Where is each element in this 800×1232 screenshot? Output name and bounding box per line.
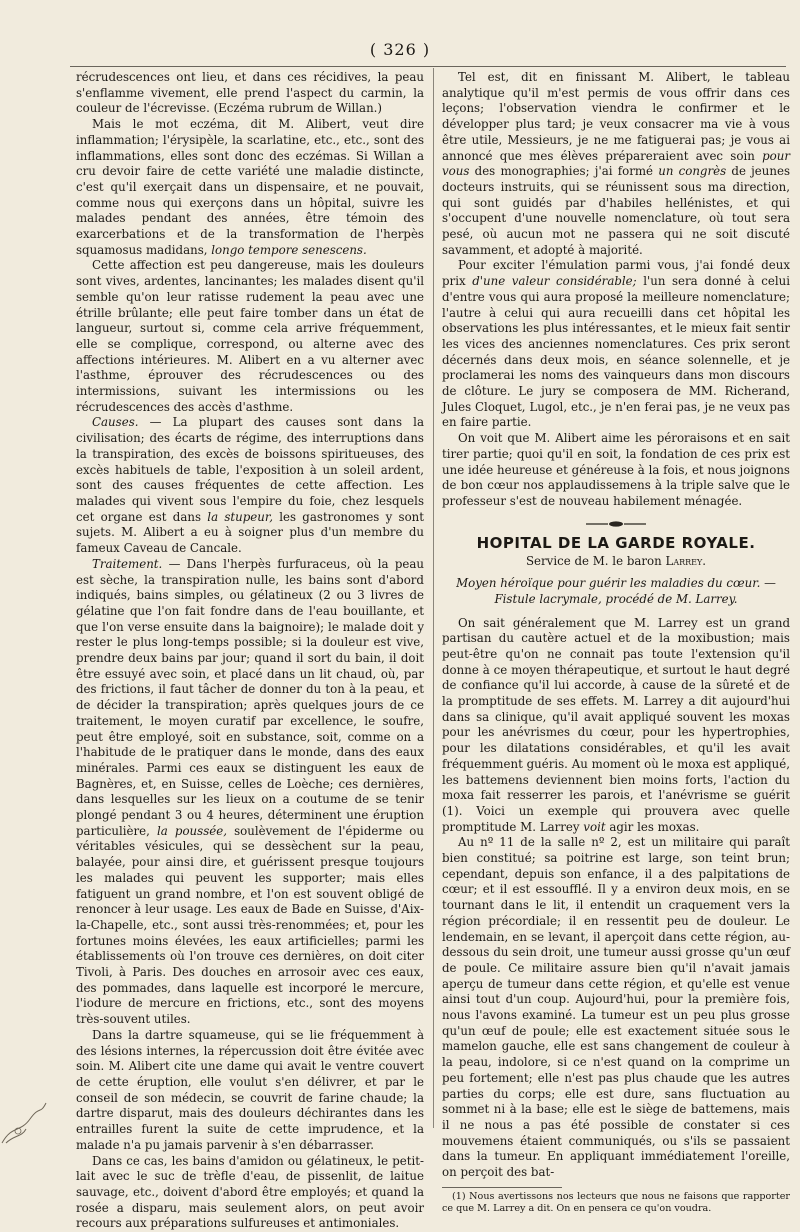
paragraph: récrudescences ont lieu, et dans ces récidives, la peau s'enflamme vivement, elle prend l'aspect du carmin, la couleur de l'écrevisse. (Eczéma rubrum de Willan.) [76,70,424,116]
column-divider [433,68,434,1128]
paragraph: On sait généralement que M. Larrey est un grand partisan du cautère actuel et de la moxibustion; mais peut-être qu'on ne connait pas toute l'extension qu'il donne à ce moyen thérapeutique, et surtout le haut degré de confiance qu'il lui accorde, à cause de la sûreté et de la promptitude de ses effets. M. Larrey a dit aujourd'hui dans sa clinique, qu'il avait appliqué souvent les moxas pour les anévrismes du cœur, pour les hypertrophies, pour les dilatations considérables, et qu'il les avait fréquemment guéris. Au moment où le moxa est appliqué, les battemens deviennent bien moins forts, l'action du moxa fait resserrer les parois, et l'anévrisme se guérit (1). Voici un exemple qui prouvera avec quelle promptitude M. Larrey voit agir les moxas. [442,615,790,834]
section-label: Causes. [92,415,139,430]
top-rule [70,66,786,67]
service-line: Service de M. le baron Larrey. [525,554,707,569]
page-number: ( 326 ) [369,40,431,59]
paragraph: On voit que M. Alibert aime les péroraisons et en sait tirer partie; quoi qu'il en soit, la fondation de ces prix est une idée heureuse et généreuse à la fois, et nous joignons de bon cœur nos applaudissemens à la triple salve que le professeur s'est de nouveau habilement ménagée. [442,431,790,508]
section-label: Traitement. [92,556,163,571]
paragraph: Dans la dartre squameuse, qui se lie fréquemment à des lésions internes, la répercussion doit être évitée avec soin. M. Alibert cite une dame qui avait le ventre couvert de cette éruption, elle voulut s'en délivrer, et par le conseil de son médecin, se couvrit de farine chaude; la dartre disparut, mais des douleurs déchirantes dans les entrailles furent la suite de cette imprudence, et la malade n'a pu jamais parvenir à s'en débarrasser. [76,1027,424,1152]
paragraph: Au nº 11 de la salle nº 2, est un militaire qui paraît bien constitué; sa poitrine est large, son teint brun; cependant, depuis son enfance, il a des palpitations de cœur; et il est essoufflé. Il y a environ deux mois, en se tournant dans le lit, il entendit un craquement vers la région précordiale; il en ressentit peu de douleur. Le lendemain, en se levant, il aperçoit dans cette région, au-dessous du sein droit, une tumeur aussi grosse qu'un œuf de poule. Ce militaire assure bien qu'il n'avait jamais aperçu de tumeur dans cette région, et qu'elle est venue ainsi tout d'un coup. Aujourd'hui, pour la première fois, nous l'avons examiné. La tumeur est un peu plus grosse qu'un œuf de poule; elle est exactement située sous le mamelon gauche, elle est sans changement de couleur à la peau, indolore, si ce n'est quand on la comprime un peu fortement; elle n'est pas plus chaude que les autres parties du corps; elle est dure, sans fluctuation au sommet ni à la base; elle est le siège de battemens, mais il ne nous a pas été possible de constater si ces mouvemens étaient communiqués, ou s'ils se passaient dans la tumeur. En appliquant immédiatement l'oreille, on perçoit des bat- [442,835,790,1180]
footnote-rule [442,1187,562,1188]
right-column [442,70,790,1215]
left-column [76,70,424,1232]
paragraph: Cette affection est peu dangereuse, mais les douleurs sont vives, ardentes, lancinantes; les malades disent qu'il semble qu'on leur ratisse rudement la peau avec une étrille brûlante; elle peut faire tomber dans un état de langueur, surtout si, comme cela arrive fréquemment, elle se complique, correspond, ou alterne avec des affections intérieures. M. Alibert en a vu alterner avec l'asthme, éprouver des récrudescences ou des intermissions, suivant les intermissions ou les récrudescences des accès d'asthme. [76,258,424,414]
corner-ornament-icon [0,1075,70,1145]
section-subtitle: Moyen héroïque pour guérir les maladies du cœur. — Fistule lacrymale, procédé de M. Larrey. [456,576,776,606]
paragraph: Pour exciter l'émulation parmi vous, j'ai fondé deux prix d'une valeur considérable; l'un sera donné à celui d'entre vous qui aura proposé la meilleure nomenclature; l'autre à celui qui aura recueilli dans cet hôpital les observations les plus intéressantes, et le mieux fait sentir les vices des anciennes nomenclatures. Ces prix seront décernés dans deux mois, en séance solennelle, et je proclamerai les noms des vainqueurs dans mon discours de clôture. Le jury se composera de MM. Richerand, Jules Cloquet, Lugol, etc., je n'en ferai pas, je ne veux pas en faire partie. [442,258,791,430]
service-name: Larrey. [665,554,707,569]
paragraph: Tel est, dit en finissant M. Alibert, le tableau analytique qu'il m'est permis de vous offrir dans ces leçons; l'observation viendra le confirmer et le développer plus tard; je veux consacrer ma vie à vous être utile, Messieurs, je ne me fatiguerai pas; je vous ai annoncé que mes élèves prépareraient avec soin pour vous des monographies; j'ai formé un congrès de jeunes docteurs instruits, qui se réunissent sous ma direction, qui sont guidés par d'habiles hellénistes, et qui s'occupent d'une nouvelle nomenclature, où tout sera pesé, où aucun mot ne passera qui ne soit discuté savamment, et adopté à majorité. [442,70,791,257]
paragraph: Dans ce cas, les bains d'amidon ou gélatineux, le petit-lait avec le suc de trèfle d'eau, de pissenlit, de laitue sauvage, etc., doivent d'abord être employés; et quand la rosée a disparu, mais seulement alors, on peut avoir recours aux préparations sulfureuses et antimoniales. [76,1153,424,1231]
paragraph-treatment: Traitement. — Dans l'herpès furfuraceus, où la peau est sèche, la transpiration nulle, les bains sont d'abord indiqués, bains simples, ou gélatineux (2 ou 3 livres de gélatine que l'on fait fondre dans de l'eau bouillante, et que l'on verse ensuite dans la baignoire); le malade doit y rester le plus long-temps possible; si la douleur est vive, prendre deux bains par jour; quand il sort du bain, il doit être essuyé avec soin, et placé dans un lit chaud, où, par des frictions, il faut tâcher de donner du ton à la peau, et de décider la transpiration; après quelques jours de ce traitement, le moyen curatif par excellence, le soufre, peut être employé, soit en substance, soit, comme on a l'habitude de le pratiquer dans le monde, dans des eaux minérales. Parmi ces eaux se distinguent les eaux de Bagnères, et, en Suisse, celles de Loèche; ces dernières, dans lesquelles sur les lieux on a coutume de se tenir plongé pendant 3 ou 4 heures, déterminent une éruption particulière, la poussée, soulèvement de l'épiderme ou véritables vésicules, qui se dessèchent sur la peau, balayée, pour ainsi dire, et guérissent presque toujours les malades qui peuvent les supporter; mais elles fatiguent un grand nombre, et l'on est souvent obligé de renoncer à leur usage. Les eaux de Bade en Suisse, d'Aix-la-Chapelle, etc., sont aussi très-renommées; et, pour les fortunes moins élevées, les eaux artificielles; parmi les établissements où l'on trouve ces dernières, on doit citer Tivoli, à Paris. Des douches en arrosoir avec ces eaux, des pommades, dans laquelle est incorporé le mercure, l'iodure de mercure en frictions, etc., sont des moyens très-souvent utiles. [76,556,424,1027]
footnote: (1) Nous avertissons nos lecteurs que nous ne faisons que rapporter ce que M. Larrey a dit. On en pensera ce qu'on voudra. [442,1190,790,1214]
paragraph-causes: Causes. — La plupart des causes sont dans la civilisation; des écarts de régime, des interruptions dans la transpiration, des excès de boissons spiritueuses, des excès habituels de table, l'exposition à un soleil ardent, sont des causes fréquentes de cette affection. Les malades qui vivent sous l'empire du foie, chez lesquels cet organe est dans la stupeur, les gastronomes y sont sujets. M. Alibert a eu à soigner plus d'un membre du fameux Caveau de Cancale. [76,415,425,556]
section-title: HOPITAL DE LA GARDE ROYALE. [476,533,756,552]
paragraph: Mais le mot eczéma, dit M. Alibert, veut dire inflammation; l'érysipèle, la scarlatine, etc., etc., sont des inflammations, elles sont donc des eczémas. Si Willan a cru devoir faire de cette variété une maladie distincte, c'est qu'il exerçait dans un dispensaire, et ne pouvait, comme nous qui exerçons dans un hôpital, suivre les malades pendant des années, être témoin des exarcerbations et de la transformation de l'herpès squamosus madidans, longo tempore senescens. [76,117,424,257]
ornament-separator [586,520,646,528]
